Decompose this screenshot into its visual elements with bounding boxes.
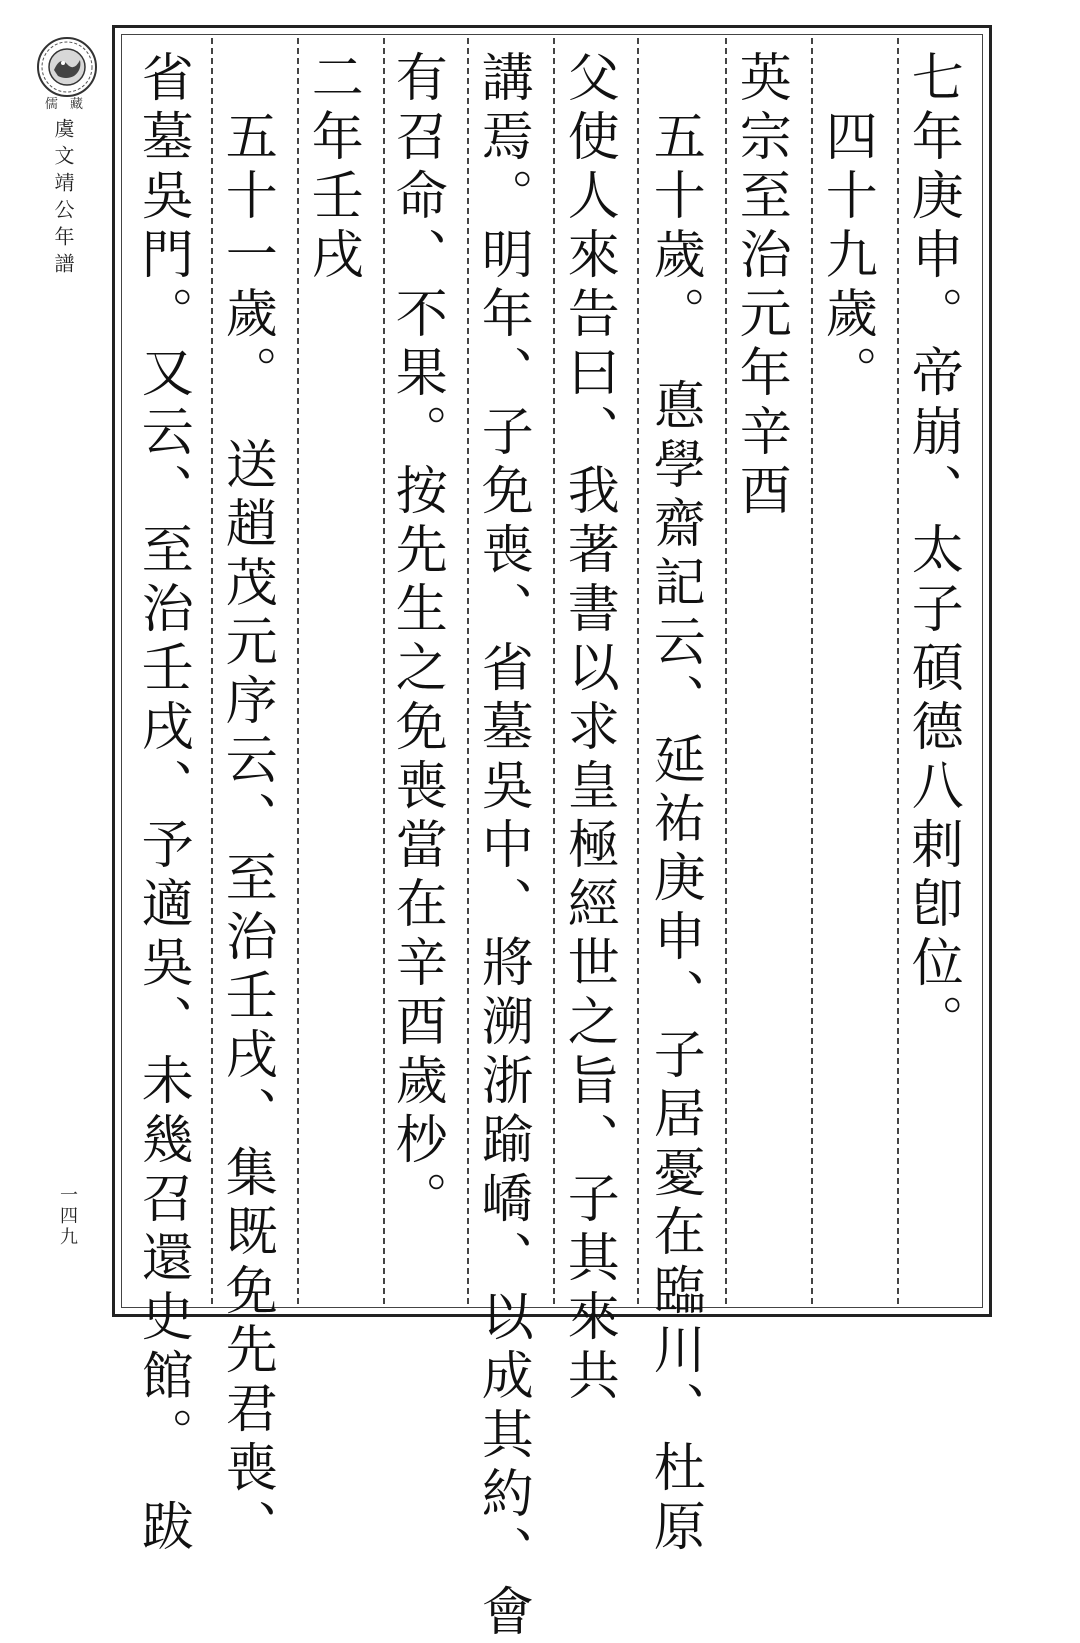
column-divider — [297, 38, 299, 1304]
column-divider — [725, 38, 727, 1304]
text-column-3: 英宗至治元年辛酉 — [730, 50, 791, 522]
text-column-9: 五十一歲。 送趙茂元序云、至治壬戌、集既免先君喪、 — [216, 50, 277, 1558]
column-divider — [637, 38, 639, 1304]
text-column-8: 二年壬戌 — [302, 50, 363, 286]
margin-column — [0, 0, 110, 1351]
column-divider — [467, 38, 469, 1304]
text-column-6: 講焉。明年、子免喪、省墓吳中、將溯浙踰嶠、以成其約、會 — [472, 50, 533, 1643]
column-divider — [211, 38, 213, 1304]
page-frame — [112, 25, 992, 1643]
page-number: 一四九 — [57, 1185, 78, 1248]
column-divider — [383, 38, 385, 1304]
collection-seal-icon — [36, 36, 98, 98]
column-divider — [553, 38, 555, 1304]
collection-label: 儒 藏 — [44, 97, 88, 112]
text-column-1: 七年庚申。帝崩、太子碩德八剌卽位。 — [902, 50, 963, 1053]
text-column-5: 父使人來告曰、我著書以求皇極經世之旨、子其來共 — [558, 50, 619, 1407]
book-title: 虞文靖公年譜 — [51, 118, 75, 280]
text-column-2: 四十九歲。 — [816, 50, 877, 404]
text-column-4: 五十歲。 悳學齋記云、延祐庚申、子居憂在臨川、杜原 — [644, 50, 705, 1558]
text-column-10: 省墓吳門。又云、至治壬戌、予適吳、未幾召還史館。 跋 — [132, 50, 193, 1558]
text-column-7: 有召命、不果。按先生之免喪當在辛酉歲杪。 — [386, 50, 447, 1230]
column-divider — [811, 38, 813, 1304]
column-divider — [897, 38, 899, 1304]
